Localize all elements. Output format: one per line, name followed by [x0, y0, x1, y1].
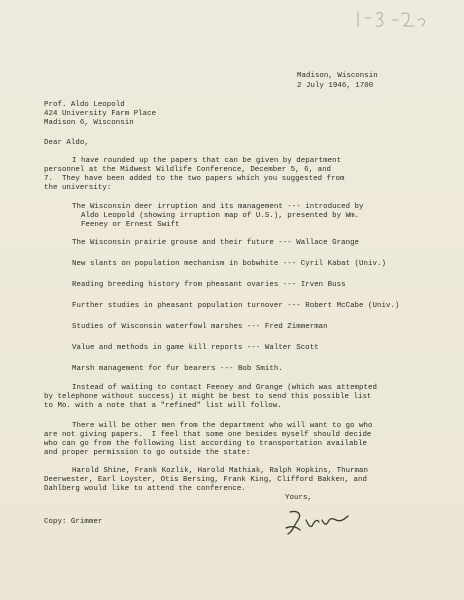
paragraph-line: are not giving papers. I feel that some one besides myself should decide	[44, 431, 372, 439]
addressee-name: Prof. Aldo Leopold	[44, 101, 125, 109]
paragraph-line: and proper permission to go outside the state:	[44, 449, 251, 457]
intro-line: personnel at the Midwest Wildlife Conference, December 5, 6, and	[44, 166, 332, 174]
paragraph-line: Instead of waiting to contact Feeney and Grange (which was attempted	[72, 384, 377, 392]
copy-notation: Copy: Grimmer	[44, 518, 103, 526]
paper-item-cont: Feeney or Ernest Swift	[72, 221, 180, 229]
paper-item: Marsh management for fur bearers --- Bob Smith.	[72, 365, 283, 373]
intro-line: I have rounded up the papers that can be given by department	[72, 157, 342, 165]
handwritten-signature	[284, 506, 354, 538]
paper-item: Further studies in pheasant population turnover --- Robert McCabe (Univ.)	[72, 302, 400, 310]
addressee-street: 424 University Farm Place	[44, 110, 157, 118]
paragraph-line: Dahlberg would like to attend the conference.	[44, 485, 246, 493]
date-line: 2 July 1946, 1700	[297, 82, 374, 90]
paper-item: Studies of Wisconsin waterfowl marshes --- Fred Zimmerman	[72, 323, 328, 331]
paper-item-cont: Aldo Leopold (showing irruption map of U.S.), presented by Wm.	[72, 212, 360, 220]
pencil-annotation	[352, 6, 452, 32]
paragraph-line: There will be other men from the department who will want to go who	[72, 422, 373, 430]
salutation: Dear Aldo,	[44, 139, 89, 147]
paragraph-line: who can go from the following list according to transportation available	[44, 440, 367, 448]
paragraph-line: Deerwester, Earl Loyster, Otis Bersing, Frank King, Clifford Bakken, and	[44, 476, 367, 484]
place-line: Madison, Wisconsin	[297, 72, 378, 80]
intro-line: 7. They have been added to the two papers which you suggested from	[44, 175, 345, 183]
intro-line: the university:	[44, 184, 112, 192]
paragraph-line: to Mo. with a note that a "refined" list will follow.	[44, 402, 282, 410]
paragraph-line: Harold Shine, Frank Kozlik, Harold Mathiak, Ralph Hopkins, Thurman	[72, 467, 369, 475]
paper-item: Reading breeding history from pheasant ovaries --- Irven Buss	[72, 281, 346, 289]
paper-item: Value and methods in game kill reports --- Walter Scott	[72, 344, 319, 352]
addressee-city: Madison 6, Wisconsin	[44, 119, 134, 127]
paper-item: The Wisconsin deer irruption and its management --- introduced by	[72, 203, 364, 211]
paper-item: New slants on population mechanism in bobwhite --- Cyril Kabat (Univ.)	[72, 260, 386, 268]
paragraph-line: by telephone without success) it might be best to send this possible list	[44, 393, 372, 401]
closing: Yours,	[285, 494, 312, 502]
paper-item: The Wisconsin prairie grouse and their future --- Wallace Grange	[72, 239, 360, 247]
